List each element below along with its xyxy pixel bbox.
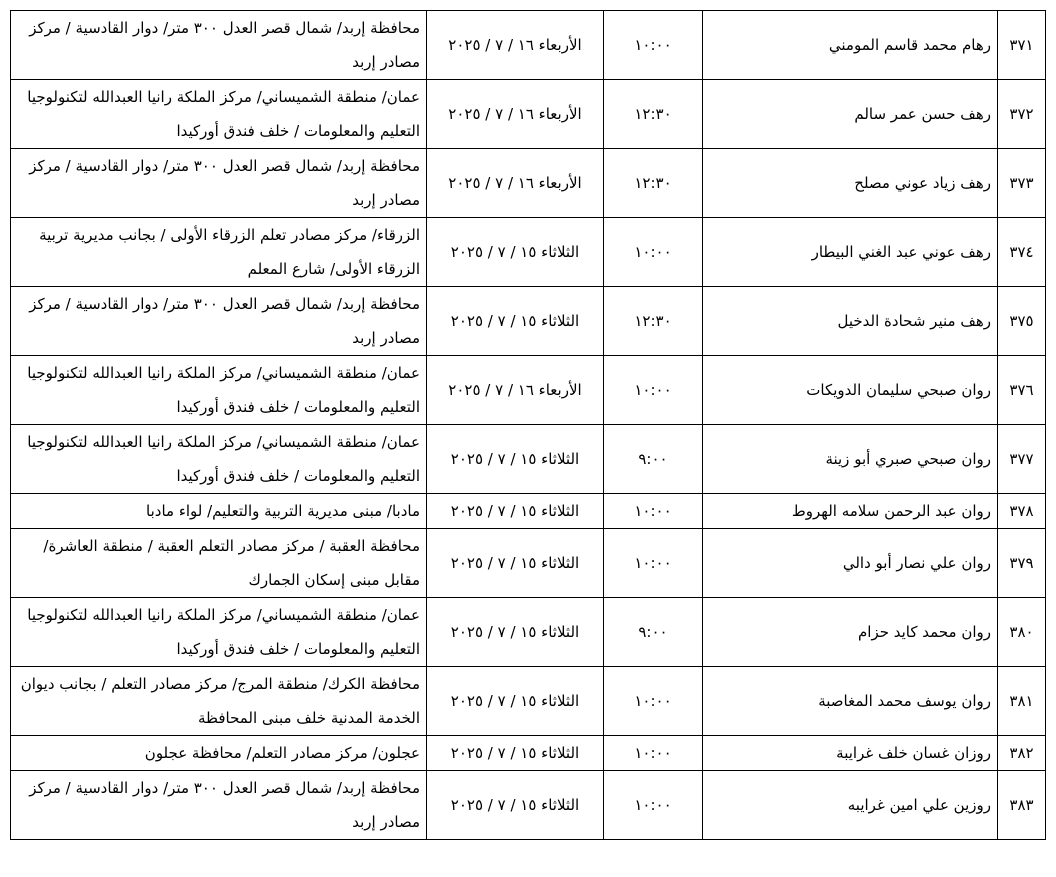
exam-time: ١٢:٣٠: [604, 80, 703, 149]
row-number: ٣٨٠: [998, 598, 1046, 667]
exam-date: الثلاثاء ١٥ / ٧ / ٢٠٢٥: [427, 771, 604, 840]
exam-date: الثلاثاء ١٥ / ٧ / ٢٠٢٥: [427, 218, 604, 287]
exam-time: ٩:٠٠: [604, 425, 703, 494]
row-number: ٣٧٧: [998, 425, 1046, 494]
table-row: [11, 425, 1046, 494]
exam-location: محافظة إربد/ شمال قصر العدل ٣٠٠ متر/ دوار القادسية / مركز مصادر إربد: [11, 287, 427, 356]
table-row: [11, 149, 1046, 218]
exam-date: الثلاثاء ١٥ / ٧ / ٢٠٢٥: [427, 736, 604, 771]
exam-location: محافظة العقبة / مركز مصادر التعلم العقبة / منطقة العاشرة/ مقابل مبنى إسكان الجمارك: [11, 529, 427, 598]
exam-location: عمان/ منطقة الشميساني/ مركز الملكة رانيا العبدالله لتكنولوجيا التعليم والمعلومات / خلف فندق أوركيدا: [11, 356, 427, 425]
exam-time: ١٠:٠٠: [604, 494, 703, 529]
exam-time: ١٠:٠٠: [604, 529, 703, 598]
table-row: [11, 80, 1046, 149]
exam-location: الزرقاء/ مركز مصادر تعلم الزرقاء الأولى / بجانب مديرية تربية الزرقاء الأولى/ شارع المعلم: [11, 218, 427, 287]
table-row: [11, 598, 1046, 667]
exam-time: ١٠:٠٠: [604, 667, 703, 736]
table-row: [11, 771, 1046, 840]
candidate-name: روان محمد كايد حزام: [703, 598, 998, 667]
exam-time: ٩:٠٠: [604, 598, 703, 667]
exam-date: الثلاثاء ١٥ / ٧ / ٢٠٢٥: [427, 287, 604, 356]
candidate-name: روان علي نصار أبو دالي: [703, 529, 998, 598]
table-row: [11, 736, 1046, 771]
exam-date: الأربعاء ١٦ / ٧ / ٢٠٢٥: [427, 80, 604, 149]
row-number: ٣٧٤: [998, 218, 1046, 287]
row-number: ٣٧٥: [998, 287, 1046, 356]
candidate-name: روزان غسان خلف غرايبة: [703, 736, 998, 771]
candidate-name: روان عبد الرحمن سلامه الهروط: [703, 494, 998, 529]
row-number: ٣٧٣: [998, 149, 1046, 218]
row-number: ٣٧٨: [998, 494, 1046, 529]
candidate-name: روان صبحي صبري أبو زينة: [703, 425, 998, 494]
exam-time: ١٠:٠٠: [604, 218, 703, 287]
row-number: ٣٧٦: [998, 356, 1046, 425]
exam-time: ١٠:٠٠: [604, 356, 703, 425]
candidate-name: رهف عوني عبد الغني البيطار: [703, 218, 998, 287]
exam-location: محافظة إربد/ شمال قصر العدل ٣٠٠ متر/ دوار القادسية / مركز مصادر إربد: [11, 149, 427, 218]
table-row: [11, 218, 1046, 287]
table-row: [11, 529, 1046, 598]
candidate-name: رهف حسن عمر سالم: [703, 80, 998, 149]
exam-time: ١٠:٠٠: [604, 771, 703, 840]
exam-location: عمان/ منطقة الشميساني/ مركز الملكة رانيا العبدالله لتكنولوجيا التعليم والمعلومات / خلف فندق أوركيدا: [11, 598, 427, 667]
exam-location: عمان/ منطقة الشميساني/ مركز الملكة رانيا العبدالله لتكنولوجيا التعليم والمعلومات / خلف فندق أوركيدا: [11, 80, 427, 149]
exam-date: الثلاثاء ١٥ / ٧ / ٢٠٢٥: [427, 425, 604, 494]
candidate-name: رهام محمد قاسم المومني: [703, 11, 998, 80]
row-number: ٣٨٣: [998, 771, 1046, 840]
candidate-name: رهف منير شحادة الدخيل: [703, 287, 998, 356]
table-row: [11, 356, 1046, 425]
schedule-body: [11, 11, 1046, 840]
row-number: ٣٧١: [998, 11, 1046, 80]
exam-date: الثلاثاء ١٥ / ٧ / ٢٠٢٥: [427, 494, 604, 529]
exam-date: الثلاثاء ١٥ / ٧ / ٢٠٢٥: [427, 667, 604, 736]
row-number: ٣٧٢: [998, 80, 1046, 149]
exam-time: ١٠:٠٠: [604, 736, 703, 771]
row-number: ٣٨٢: [998, 736, 1046, 771]
exam-location: عجلون/ مركز مصادر التعلم/ محافظة عجلون: [11, 736, 427, 771]
exam-location: عمان/ منطقة الشميساني/ مركز الملكة رانيا العبدالله لتكنولوجيا التعليم والمعلومات / خلف فندق أوركيدا: [11, 425, 427, 494]
candidate-name: رهف زياد عوني مصلح: [703, 149, 998, 218]
table-row: [11, 667, 1046, 736]
exam-date: الثلاثاء ١٥ / ٧ / ٢٠٢٥: [427, 529, 604, 598]
exam-location: محافظة إربد/ شمال قصر العدل ٣٠٠ متر/ دوار القادسية / مركز مصادر إربد: [11, 11, 427, 80]
row-number: ٣٨١: [998, 667, 1046, 736]
exam-time: ١٢:٣٠: [604, 149, 703, 218]
exam-location: مادبا/ مبنى مديرية التربية والتعليم/ لواء مادبا: [11, 494, 427, 529]
exam-location: محافظة الكرك/ منطقة المرج/ مركز مصادر التعلم / بجانب ديوان الخدمة المدنية خلف مبنى المحافظة: [11, 667, 427, 736]
candidate-name: روزين علي امين غرايبه: [703, 771, 998, 840]
table-row: [11, 11, 1046, 80]
exam-location: محافظة إربد/ شمال قصر العدل ٣٠٠ متر/ دوار القادسية / مركز مصادر إربد: [11, 771, 427, 840]
exam-time: ١٢:٣٠: [604, 287, 703, 356]
row-number: ٣٧٩: [998, 529, 1046, 598]
schedule-table: [10, 10, 1046, 840]
exam-date: الأربعاء ١٦ / ٧ / ٢٠٢٥: [427, 356, 604, 425]
candidate-name: روان صبحي سليمان الدويكات: [703, 356, 998, 425]
exam-date: الثلاثاء ١٥ / ٧ / ٢٠٢٥: [427, 598, 604, 667]
exam-date: الأربعاء ١٦ / ٧ / ٢٠٢٥: [427, 11, 604, 80]
exam-time: ١٠:٠٠: [604, 11, 703, 80]
table-row: [11, 287, 1046, 356]
table-row: [11, 494, 1046, 529]
exam-date: الأربعاء ١٦ / ٧ / ٢٠٢٥: [427, 149, 604, 218]
candidate-name: روان يوسف محمد المغاصبة: [703, 667, 998, 736]
